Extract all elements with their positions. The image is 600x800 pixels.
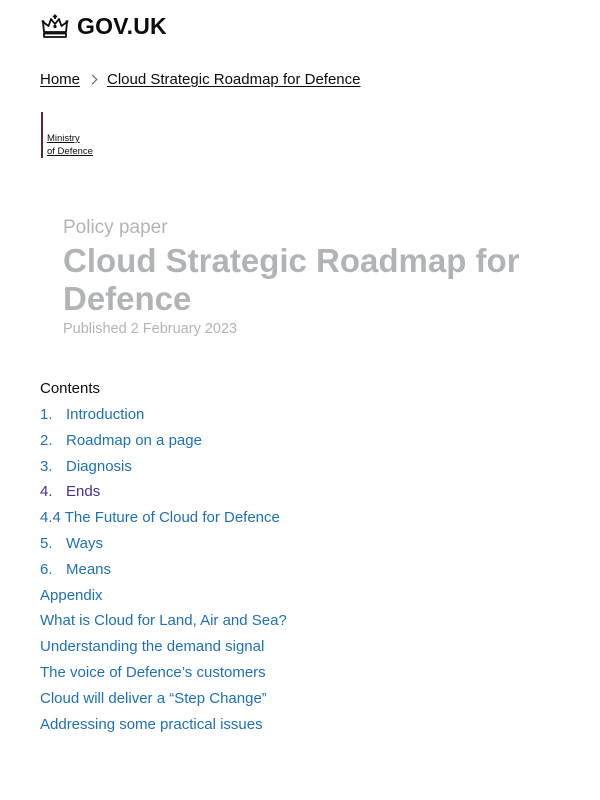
contents-item-label: Roadmap on a page	[66, 431, 202, 449]
contents-link[interactable]	[40, 662, 266, 684]
contents-section	[40, 379, 580, 739]
contents-item-label: Introduction	[66, 406, 145, 423]
contents-item-label: Ways	[66, 534, 103, 552]
breadcrumb-home-link[interactable]: Home	[40, 71, 81, 88]
contents-link[interactable]	[40, 507, 280, 529]
contents-item-voice-of-customers	[40, 662, 580, 688]
contents-link[interactable]	[40, 636, 264, 658]
contents-link[interactable]	[40, 610, 287, 632]
contents-item-label: What is Cloud for Land, Air and Sea?	[40, 612, 287, 630]
contents-link[interactable]	[40, 404, 144, 426]
contents-item-practical-issues	[40, 714, 580, 740]
contents-item-number: 5.	[40, 534, 53, 552]
contents-item-label: Understanding the demand signal	[40, 638, 265, 656]
contents-link[interactable]	[40, 559, 111, 581]
contents-item-label: Ends	[66, 483, 101, 501]
contents-link[interactable]	[40, 585, 103, 607]
contents-item-number: 6.	[40, 560, 53, 578]
page-title: Cloud Strategic Roadmap for Defence	[63, 242, 520, 317]
contents-link[interactable]	[40, 430, 202, 452]
contents-item-label: Diagnosis	[66, 457, 132, 475]
organisation-link-line1[interactable]: Ministry	[47, 133, 80, 144]
contents-item-number: 3.	[40, 457, 53, 475]
contents-item-label: 4.4 The Future of Cloud for Defence	[40, 509, 280, 527]
organisation-logo	[41, 112, 93, 158]
breadcrumb	[40, 71, 361, 88]
contents-item-ends	[40, 481, 580, 507]
contents-link[interactable]	[40, 481, 100, 503]
title-block	[63, 216, 583, 338]
contents-link[interactable]	[40, 714, 263, 736]
contents-item-number: 4.	[40, 483, 53, 501]
contents-heading: Contents	[40, 380, 101, 397]
contents-item-roadmap-on-a-page	[40, 430, 580, 456]
contents-item-introduction	[40, 404, 580, 430]
document-type: Policy paper	[63, 217, 168, 238]
contents-item-demand-signal	[40, 636, 580, 662]
contents-item-cloud-land-air-sea	[40, 610, 580, 636]
contents-item-number: 1.	[40, 406, 53, 423]
contents-item-ways	[40, 533, 580, 559]
organisation-link-line2[interactable]: of Defence	[47, 146, 93, 157]
contents-list	[40, 404, 580, 739]
contents-item-label: Addressing some practical issues	[40, 715, 263, 733]
contents-item-label: The voice of Defence’s customers	[40, 663, 266, 681]
contents-item-means	[40, 559, 580, 585]
contents-item-future-of-cloud	[40, 507, 580, 533]
published-date: Published 2 February 2023	[63, 321, 238, 337]
contents-item-diagnosis	[40, 456, 580, 482]
breadcrumb-current-link[interactable]: Cloud Strategic Roadmap for Defence	[107, 71, 361, 88]
govuk-logo-text: GOV.UK	[77, 12, 167, 39]
govuk-header[interactable]	[40, 10, 167, 42]
contents-link[interactable]	[40, 688, 267, 710]
contents-item-label: Cloud will deliver a “Step Change”	[40, 689, 267, 707]
contents-item-appendix	[40, 585, 580, 611]
chevron-right-icon	[88, 75, 98, 85]
contents-link[interactable]	[40, 456, 132, 478]
contents-item-label: Means	[66, 560, 112, 578]
contents-link[interactable]	[40, 533, 103, 555]
contents-item-label: Appendix	[40, 586, 103, 604]
crown-icon	[40, 13, 70, 39]
contents-item-number: 2.	[40, 431, 53, 449]
contents-item-step-change	[40, 688, 580, 714]
